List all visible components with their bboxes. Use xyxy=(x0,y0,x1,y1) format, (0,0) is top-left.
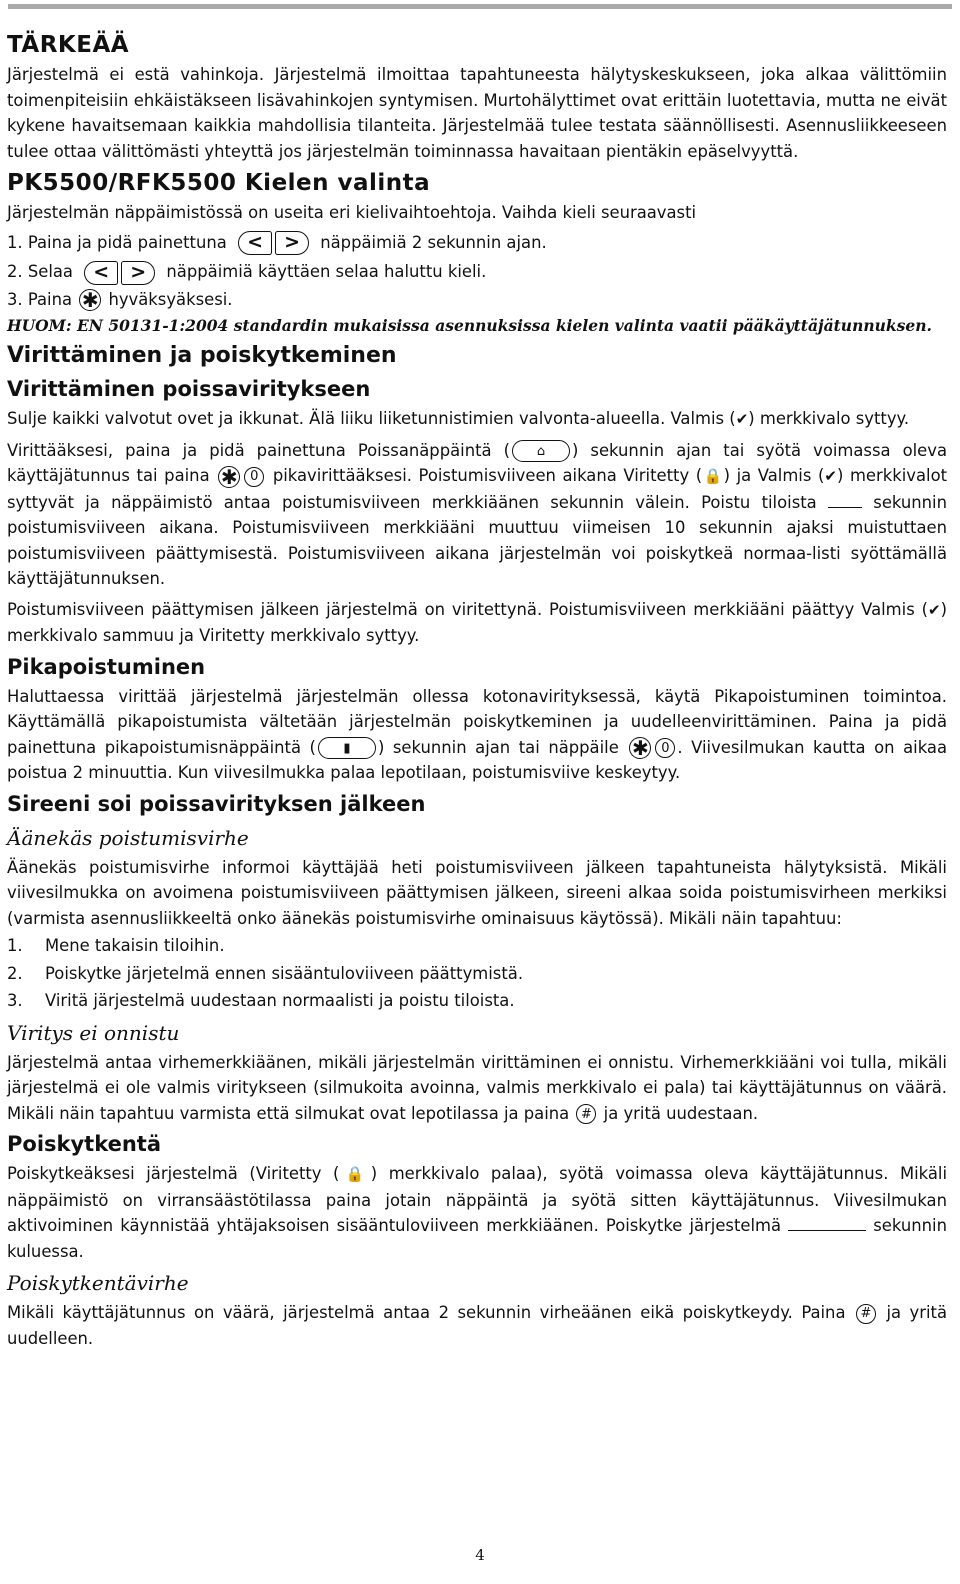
star-key-icon: ✱ xyxy=(629,737,651,759)
list-text: Poiskytke järjetelmä ennen sisääntuloviiveen päättymistä. xyxy=(45,963,524,983)
text-run: ja yritä uudestaan. xyxy=(603,1103,759,1123)
scroll-keys-icon xyxy=(238,231,309,255)
text-run: sekunnin poistumisviiveen aikana. Poistumisviiveen merkkiääni muuttuu viimeisen 10 sekunnin ajaksi muistuttaen poistumisviiveen päättymisestä. Poistumisviiveen aikana järjestelmän voi poiskytkeä normaa-listi syöttämällä käyttäjätunnuksen. xyxy=(7,492,947,588)
zero-key-icon: 0 xyxy=(244,467,264,487)
top-rule xyxy=(8,4,952,9)
arming-fail-text xyxy=(7,1050,947,1127)
disarm-error-heading: Poiskytkentävirhe xyxy=(7,1271,189,1295)
step3-label: 3. Paina xyxy=(7,289,73,309)
language-note: HUOM: EN 50131-1:2004 standardin mukaisissa asennuksissa kielen valinta vaatii pääkäyttäjätunnuksen. xyxy=(7,316,932,335)
text-run: pikavirittääksesi. Poistumisviiveen aikana Viritetty ( xyxy=(272,466,703,485)
important-text: Järjestelmä ei estä vahinkoja. Järjestelmä ilmoittaa tapahtuneesta hälytyskeskukseen, joka alkaa välittömiin toimenpiteisiin ehkäistäkseen lisävahinkojen syntymisen. Murtohälyttimet ovat erittäin luotettavia, mutta ne eivät kykene havaitsemaan kaikkia mahdollisia tilanteita. Järjestelmää tulee testata säännöllisesti. Asennusliikkeeseen tulee ottaa välittömästi yhteyttä jos järjestelmän toiminnassa havaitaan pientäkin epäselvyyttä. xyxy=(7,65,947,161)
star-key-icon: ✱ xyxy=(218,466,240,488)
manual-page xyxy=(7,30,947,1351)
text-run: ja yritä uudelleen. xyxy=(7,1303,948,1348)
ready-check-icon: ✔ xyxy=(928,600,941,619)
text-run: ) merkkivalo sammuu ja Viritetty merkkivalo syttyy. xyxy=(7,599,947,645)
language-intro: Järjestelmän näppäimistössä on useita eri kielivaihtoehtoja. Vaihda kieli seuraavasti xyxy=(7,203,697,222)
left-arrow-key-icon: < xyxy=(238,231,272,255)
list-number: 2. xyxy=(7,963,23,983)
text-run: Poistumisviiveen päättymisen jälkeen järjestelmä on viritettynä. Poistumisviiveen merkkiääni päättyy Valmis ( xyxy=(7,599,929,619)
siren-heading: Sireeni soi poissavirityksen jälkeen xyxy=(7,791,426,816)
disarm-error-text xyxy=(7,1300,947,1351)
list-item xyxy=(7,933,947,959)
language-steps xyxy=(7,200,947,312)
star-key-icon: ✱ xyxy=(79,289,101,311)
list-number: 1. xyxy=(7,936,23,955)
audible-exit-fault-text: Äänekäs poistumisvirhe informoi käyttäjää heti poistumisviiveen jälkeen tapahtuneista hälytyksistä. Mikäli viivesilmukka on avoimena poistumisviiveen päättymisen jälkeen, sireeni alkaa soida poistumisvirheen merkiksi (varmista asennusliikkeeltä onko äänekäs poistumisvirhe ominaisuus käytössä). Mikäli näin tapahtuu: xyxy=(7,857,947,928)
arming-heading: Virittäminen ja poiskytkeminen xyxy=(7,343,397,368)
hash-key-icon: # xyxy=(856,1304,876,1324)
siren-steps-list xyxy=(7,933,947,1014)
quick-exit-heading: Pikapoistuminen xyxy=(7,654,206,679)
text-run: ) merkkivalo syttyy. xyxy=(748,409,910,428)
step1-text: näppäimiä 2 sekunnin ajan. xyxy=(320,232,547,252)
text-run: sekunnin kuluessa. xyxy=(7,1216,947,1261)
page-number: 4 xyxy=(475,1546,485,1564)
arming-paragraph-3 xyxy=(7,597,947,649)
hash-key-icon: # xyxy=(576,1104,596,1124)
list-number: 3. xyxy=(7,991,23,1010)
text-run: ) sekunnin ajan tai näppäile xyxy=(377,737,619,757)
quick-exit-paragraph xyxy=(7,684,947,786)
ready-check-icon: ✔ xyxy=(824,467,837,485)
text-run: Mikäli käyttäjätunnus on väärä, järjestelmä antaa 2 sekunnin virheäänen eikä poiskytkeydy. Paina xyxy=(7,1303,846,1322)
language-step-3 xyxy=(7,287,947,313)
language-step-1 xyxy=(7,230,947,256)
disarm-heading: Poiskytkentä xyxy=(7,1132,162,1156)
right-arrow-key-icon: > xyxy=(275,231,309,255)
armed-lock-icon: 🔒 xyxy=(702,467,724,485)
text-run: Järjestelmä antaa virhemerkkiäänen, mikäli järjestelmän virittäminen ei onnistu. Virhemerkkiääni voi tulla, mikäli järjestelmä ei ole valmis viritykseen (silmukoita avoinna, valmis merkkivalo ei pala) tai käyttäjätunnus on väärä. Mikäli näin tapahtuu varmista että silmukat ovat lepotilassa ja paina xyxy=(7,1052,947,1123)
blank-field xyxy=(788,1216,866,1231)
audible-exit-fault-heading: Äänekäs poistumisvirhe xyxy=(7,825,249,850)
scroll-keys-icon xyxy=(84,261,155,285)
ready-check-icon: ✔ xyxy=(735,410,749,428)
list-item xyxy=(7,961,947,987)
step3-text: hyväksyäksesi. xyxy=(108,289,233,309)
zero-key-icon: 0 xyxy=(655,738,675,758)
disarm-text xyxy=(7,1161,947,1264)
quick-exit-key-icon: ▮ xyxy=(318,737,376,759)
text-run: Sulje kaikki valvotut ovet ja ikkunat. Älä liiku liiketunnistimien valvonta-alueella. Valmis ( xyxy=(7,409,736,428)
text-run: . Viivesilmukan kautta on aikaa poistua 2 minuuttia. Kun viivesilmukka palaa lepotilaan, poistumisviive keskeytyy. xyxy=(7,737,947,782)
language-step-2 xyxy=(7,259,947,285)
left-arrow-key-icon: < xyxy=(84,261,118,285)
arming-paragraph-1 xyxy=(7,406,947,433)
text-run: Poiskytkeäksesi järjestelmä (Viritetty ( xyxy=(7,1164,340,1183)
arming-paragraph-2 xyxy=(7,438,947,592)
step1-label: 1. Paina ja pidä painettuna xyxy=(7,232,227,252)
list-text: Viritä järjestelmä uudestaan normaalisti ja poistu tiloista. xyxy=(45,991,515,1010)
right-arrow-key-icon: > xyxy=(121,261,155,285)
armed-lock-icon: 🔒 xyxy=(339,1165,371,1183)
language-heading: PK5500/RFK5500 Kielen valinta xyxy=(7,170,431,196)
important-heading: TÄRKEÄÄ xyxy=(7,32,130,58)
step2-label: 2. Selaa xyxy=(7,262,73,281)
away-key-icon: ⌂ xyxy=(512,440,570,462)
text-run: ) ja Valmis ( xyxy=(723,466,825,485)
text-run: ) merkkivalot syttyvät ja näppäimistö antaa poistumisviiveen merkkiäänen sekunnin välein. Poistu tiloista xyxy=(7,466,948,512)
arming-fail-heading: Viritys ei onnistu xyxy=(7,1020,180,1045)
away-arming-heading: Virittäminen poissaviritykseen xyxy=(7,377,371,401)
blank-field xyxy=(828,493,862,508)
step2-text: näppäimiä käyttäen selaa haluttu kieli. xyxy=(166,262,487,281)
list-text: Mene takaisin tiloihin. xyxy=(45,936,225,955)
text-run: ) merkkivalo palaa), syötä voimassa oleva käyttäjätunnus. Mikäli näppäimistö on virransäästötilassa paina jotain näppäintä ja syötä sitten käyttäjätunnus. Viivesilmukan aktivoiminen käynnistää yhtäjaksoisen sisääntuloviiveen merkkiäänen. Poiskytke järjestelmä xyxy=(7,1164,947,1235)
list-item xyxy=(7,988,947,1014)
text-run: ) sekunnin ajan tai syötä voimassa oleva käyttäjätunnus tai paina xyxy=(7,440,947,485)
text-run: Virittääksesi, paina ja pidä painettuna Poissanäppäintä ( xyxy=(7,440,510,460)
text-run: Haluttaessa virittää järjestelmä järjestelmän ollessa kotonavirityksessä, käytä Pikapoistuminen toimintoa. Käyttämällä pikapoistumista vältetään järjestelmän poiskytkeminen ja uudelleenvirittäminen. Paina ja pidä painettuna pikapoistumisnäppäintä ( xyxy=(7,686,947,757)
